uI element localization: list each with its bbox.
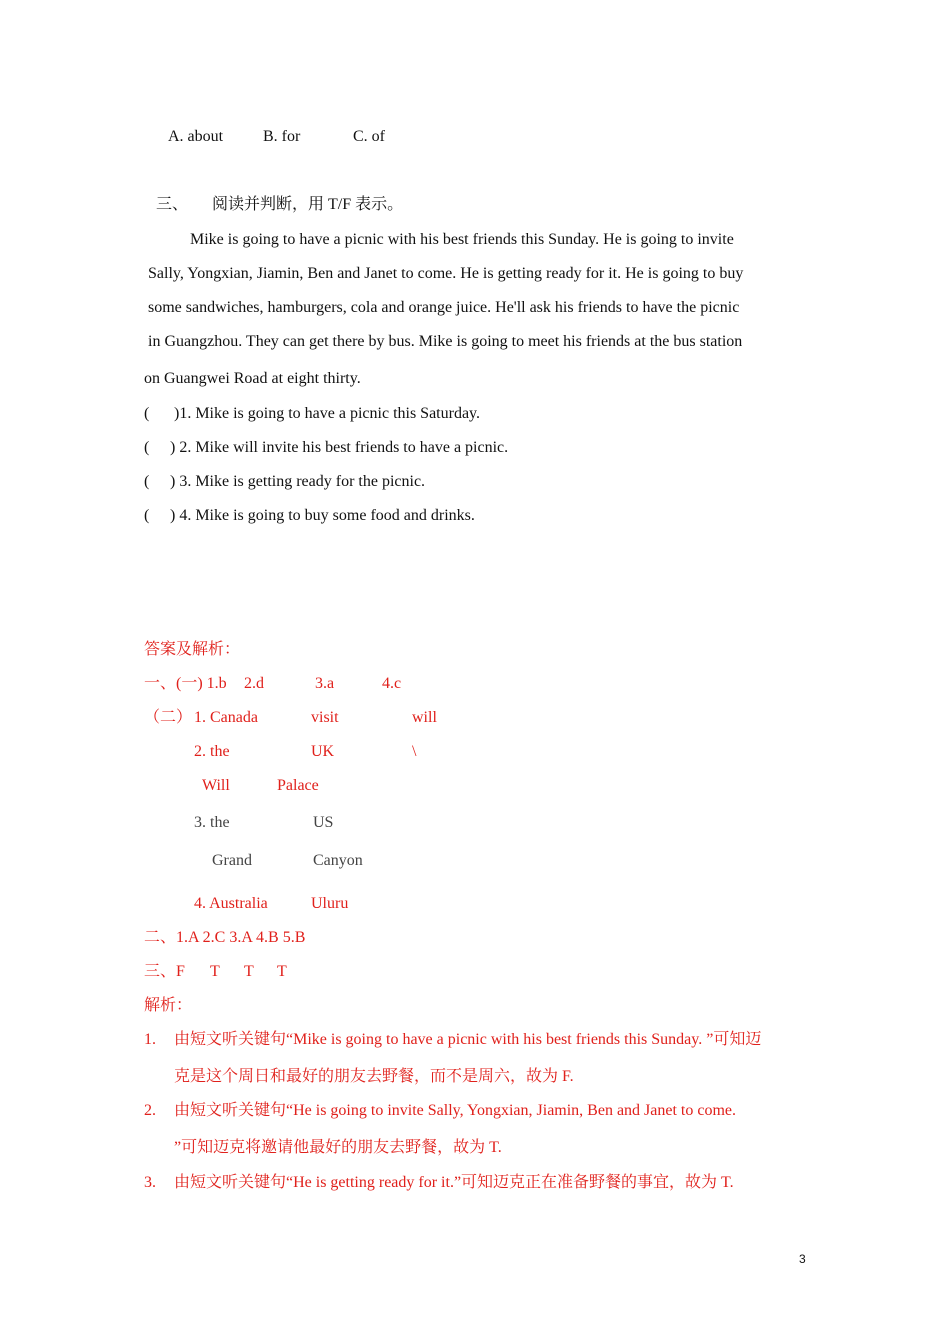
question-text: ) 2. Mike will invite his best friends to have a picnic. [170,439,509,456]
passage-line: on Guangwei Road at eight thirty. [144,370,361,387]
answer-cell: 4. Australia [194,895,268,912]
answer-cell: visit [311,709,339,726]
section3-number: 三、 [156,196,189,213]
answer-part2: 二、1.A 2.C 3.A 4.B 5.B [144,929,306,946]
answer-cell: \ [412,743,417,760]
answer-part3: T [277,963,287,980]
answer-part3: T [244,963,254,980]
question-text: ) 4. Mike is going to buy some food and drinks. [170,507,475,524]
answer-cell: 2. the [194,743,230,760]
answer-cell: Will [202,777,230,794]
answer-cell: 3. the [194,814,230,831]
option-b: B. for [263,128,301,145]
answer-cell: Grand [212,852,252,869]
answer-cell: US [313,814,334,831]
passage-line: Sally, Yongxian, Jiamin, Ben and Janet to come. He is getting ready for it. He is going to buy [148,265,744,282]
answer-part1-1: 4.c [382,675,402,692]
answer-part1-1: 2.d [244,675,264,692]
passage-line: some sandwiches, hamburgers, cola and orange juice. He'll ask his friends to have the picnic [148,299,740,316]
analysis-text: 由短文听关键句“He is going to invite Sally, Yongxian, Jiamin, Ben and Janet to come. [174,1102,737,1119]
question-paren: ( [144,405,150,422]
answers-heading: 答案及解析： [144,641,241,658]
analysis-text: ”可知迈克将邀请他最好的朋友去野餐，故为 T. [174,1139,502,1156]
answer-cell: will [412,709,437,726]
analysis-number: 1. [144,1031,156,1048]
section3-instruction: 阅读并判断，用 T/F 表示。 [212,196,404,213]
analysis-text: 克是这个周日和最好的朋友去野餐，而不是周六，故为 F. [174,1068,574,1085]
analysis-number: 3. [144,1174,156,1191]
passage-line: in Guangzhou. They can get there by bus. Mike is going to meet his friends at the bus station [148,333,743,350]
analysis-text: 由短文听关键句“He is getting ready for it.”可知迈克正在准备野餐的事宜，故为 T. [174,1174,734,1191]
option-a: A. about [168,128,224,145]
answer-cell: Canyon [313,852,363,869]
analysis-text: 由短文听关键句“Mike is going to have a picnic with his best friends this Sunday. ”可知迈 [174,1031,762,1048]
answer-cell: Palace [277,777,319,794]
answer-part1-1: 3.a [315,675,335,692]
answer-cell: 1. Canada [194,709,258,726]
question-paren: ( [144,439,150,456]
option-c: C. of [353,128,385,145]
answer-part1-1: 一、(一) 1.b [144,675,227,692]
page-number: 3 [799,1252,806,1266]
question-paren: ( [144,473,150,490]
answer-cell: Uluru [311,895,349,912]
answer-part1-2-prefix: （二） [144,709,193,726]
analysis-heading: 解析： [144,997,193,1014]
answer-part3: T [210,963,220,980]
answer-cell: UK [311,743,335,760]
question-text: ) 3. Mike is getting ready for the picnic. [170,473,426,490]
question-text: )1. Mike is going to have a picnic this Saturday. [174,405,481,422]
passage-line: Mike is going to have a picnic with his best friends this Sunday. He is going to invite [190,231,734,248]
question-paren: ( [144,507,150,524]
answer-part3: 三、F [144,963,185,980]
analysis-number: 2. [144,1102,156,1119]
